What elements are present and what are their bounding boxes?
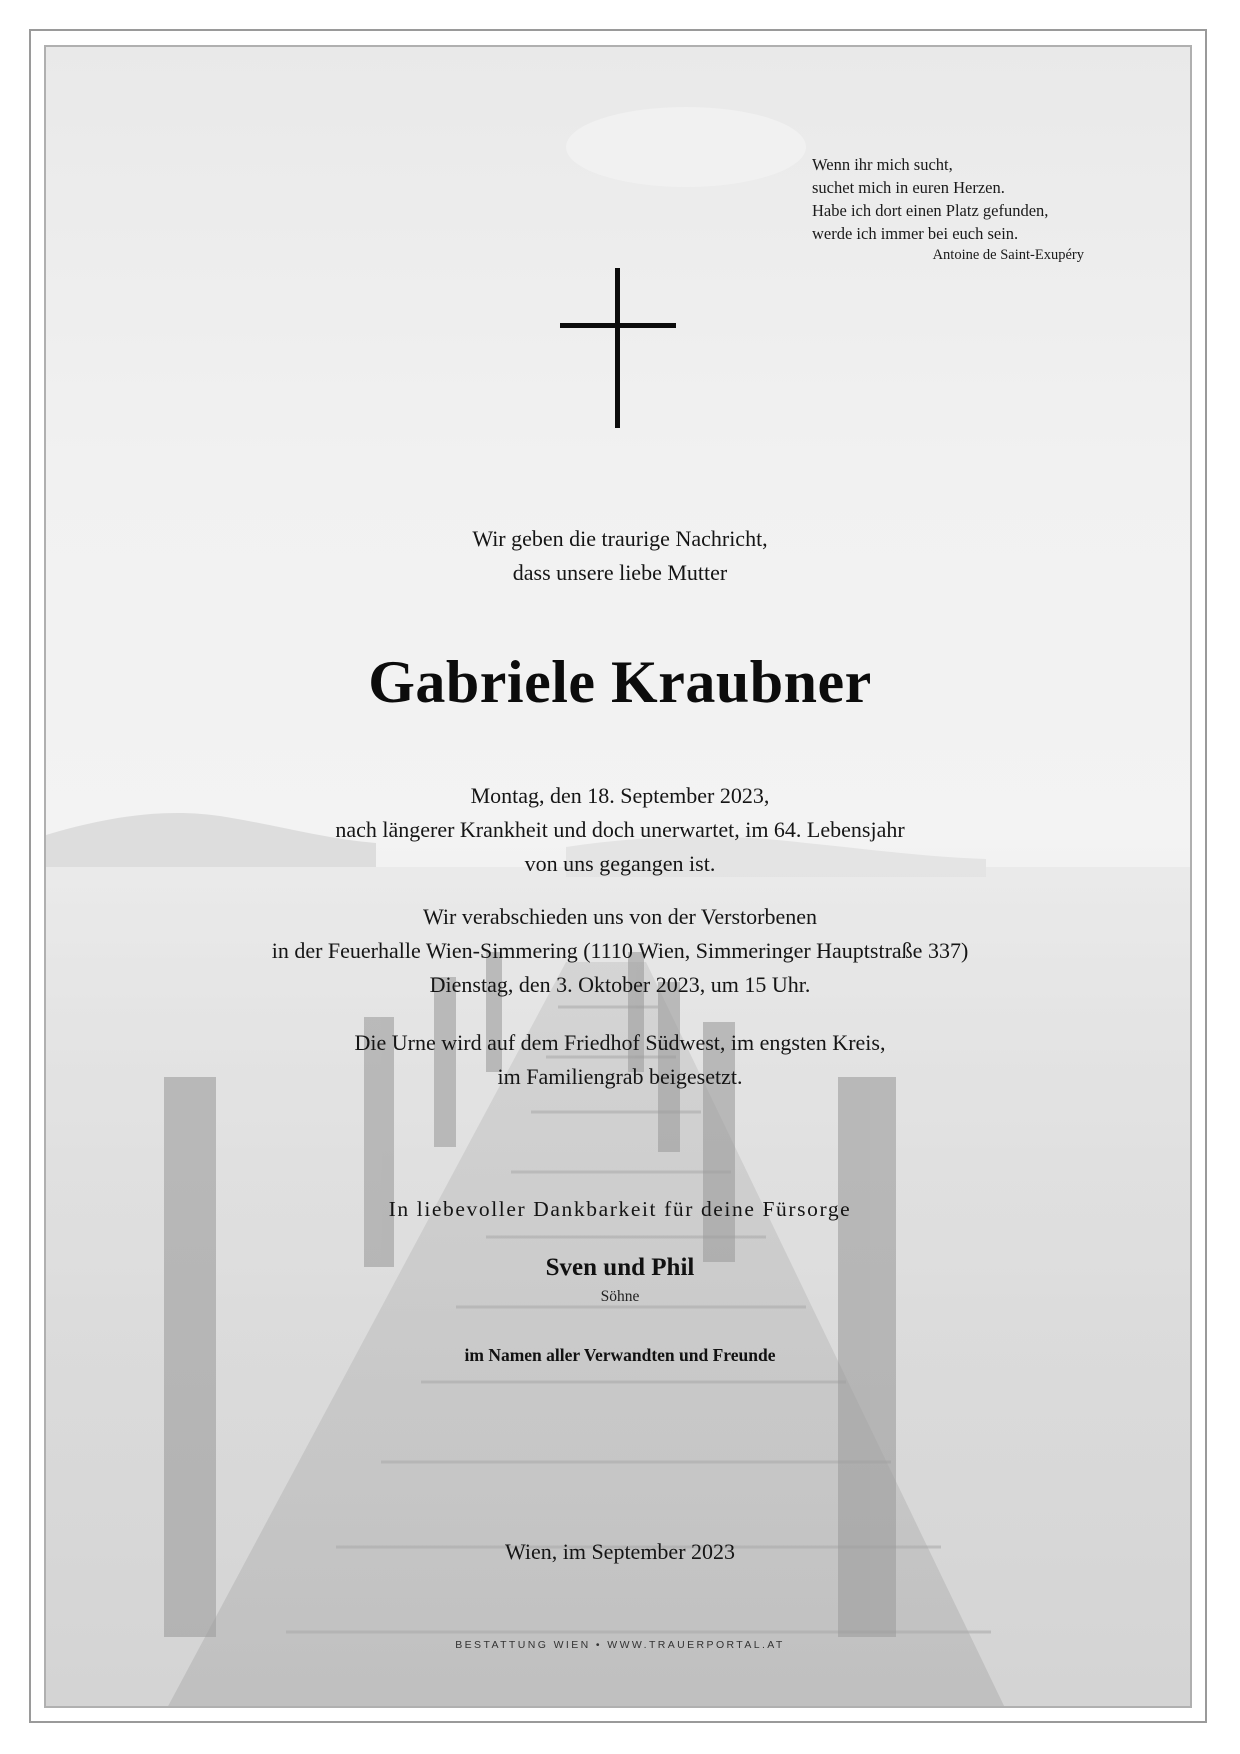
signers-names: Sven und Phil <box>545 1254 695 1281</box>
thanks-line: In liebevoller Dankbarkeit für deine Fürsorge <box>388 1197 852 1221</box>
quote-line: Habe ich dort einen Platz gefunden, <box>812 201 1049 220</box>
passing-line: Montag, den 18. September 2023, <box>470 783 770 808</box>
farewell-line: Wir verabschieden uns von der Verstorbenen <box>423 904 817 929</box>
signers-relation: Söhne <box>600 1288 640 1305</box>
passing-line: von uns gegangen ist. <box>524 851 716 876</box>
farewell-text <box>120 900 1120 1002</box>
passing-text <box>120 779 1120 881</box>
memorial-quote <box>812 153 1112 267</box>
place-date: Wien, im September 2023 <box>504 1539 736 1564</box>
announcement-text <box>120 522 1120 590</box>
passing-line: nach längerer Krankheit und doch unerwartet, im 64. Lebensjahr <box>335 817 905 842</box>
quote-line: suchet mich in euren Herzen. <box>812 178 1005 197</box>
quote-line: Wenn ihr mich sucht, <box>812 155 953 174</box>
announcement-line: Wir geben die traurige Nachricht, <box>472 526 768 551</box>
publisher-footer: BESTATTUNG WIEN • WWW.TRAUERPORTAL.AT <box>455 1639 785 1651</box>
farewell-line: in der Feuerhalle Wien-Simmering (1110 Wien, Simmeringer Hauptstraße 337) <box>271 938 969 963</box>
deceased-name: Gabriele Kraubner <box>368 649 872 715</box>
behalf-line: im Namen aller Verwandten und Freunde <box>464 1345 776 1365</box>
urn-text <box>120 1026 1120 1094</box>
quote-line: werde ich immer bei euch sein. <box>812 224 1019 243</box>
announcement-line: dass unsere liebe Mutter <box>512 560 728 585</box>
urn-line: Die Urne wird auf dem Friedhof Südwest, im engsten Kreis, <box>354 1030 886 1055</box>
farewell-line: Dienstag, den 3. Oktober 2023, um 15 Uhr. <box>429 972 811 997</box>
cross-icon <box>560 268 676 428</box>
urn-line: im Familiengrab beigesetzt. <box>497 1064 743 1089</box>
quote-author: Antoine de Saint-Exupéry <box>932 247 1084 263</box>
